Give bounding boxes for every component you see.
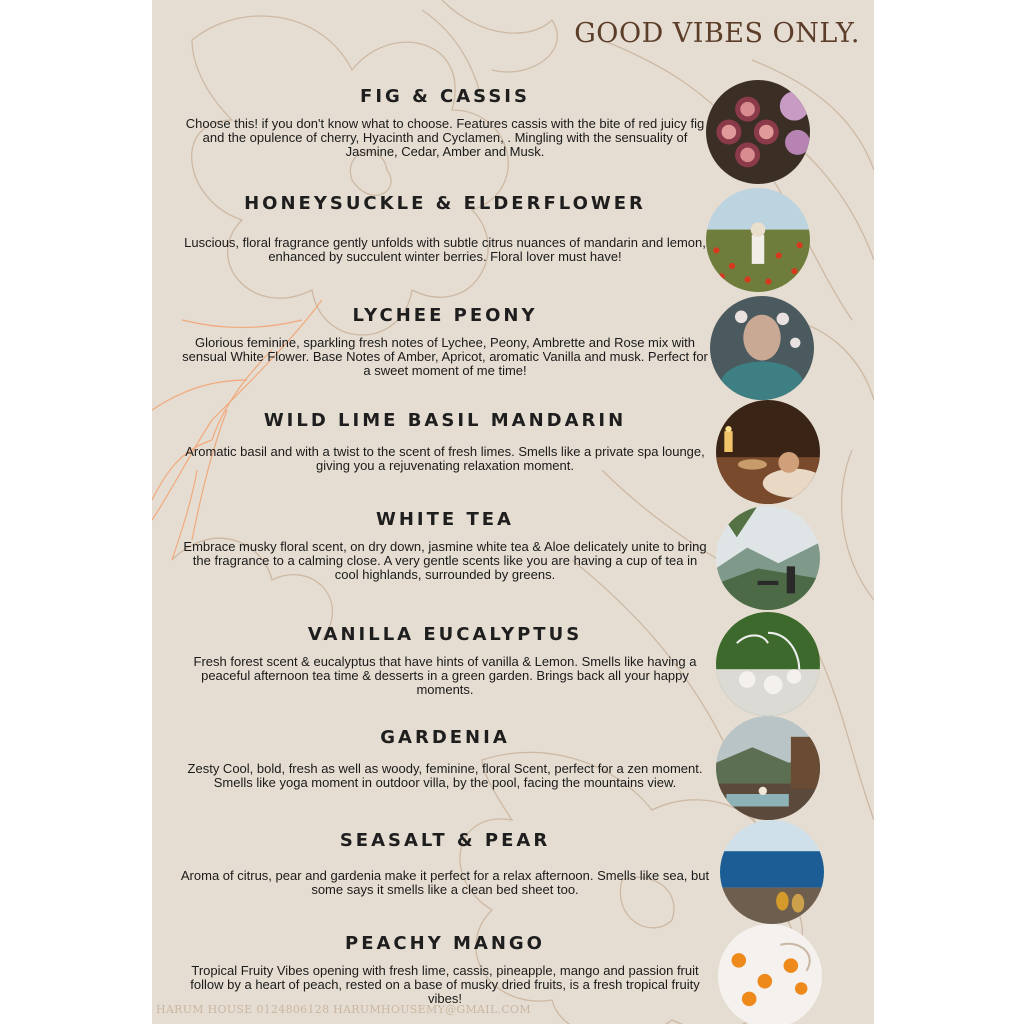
scent-description: Fresh forest scent & eucalyptus that have hints of vanilla & Lemon. Smells like having a peaceful afternoon tea time & desserts in a green garden. Brings back all your happy moments. xyxy=(193,654,697,697)
scent-title: WHITE TEA xyxy=(376,509,514,530)
scent-description: Tropical Fruity Vibes opening with fresh lime, cassis, pineapple, mango and passion fruit follow by a heart of peach, rested on a base of musky dried fruits, is a fresh tropical fruity vibes! xyxy=(190,963,700,1006)
scent-photo-poppy-field xyxy=(706,188,810,292)
scent-item-peachy-mango xyxy=(180,933,710,1006)
scent-description: Glorious feminine, sparkling fresh notes of Lychee, Peony, Ambrette and Rose mix with sensual White Flower. Base Notes of Amber, Apricot, aromatic Vanilla and musk. Perfect for a sweet moment of me time! xyxy=(182,335,708,378)
scent-description: Aromatic basil and with a twist to the scent of fresh limes. Smells like a private spa lounge, giving you a rejuvenating relaxation moment. xyxy=(185,444,705,473)
scent-photo-oranges xyxy=(718,924,822,1024)
scent-title: PEACHY MANGO xyxy=(345,933,545,954)
scent-title: LYCHEE PEONY xyxy=(352,305,538,326)
scent-title: SEASALT & PEAR xyxy=(339,830,551,851)
headline: GOOD VIBES ONLY. xyxy=(574,18,860,49)
scent-item-wild-lime-basil-mandarin xyxy=(180,410,710,473)
scent-photo-pears-sea xyxy=(720,820,824,924)
scent-item-seasalt-pear xyxy=(180,830,710,897)
scent-menu-page xyxy=(152,0,874,1024)
scent-item-vanilla-eucalyptus xyxy=(180,624,710,697)
scent-photo-garden-tea xyxy=(716,612,820,716)
contact-footer: HARUM HOUSE 0124806128 HARUMHOUSEMY@GMAIL.COM xyxy=(156,1003,531,1016)
scent-description: Choose this! if you don't know what to choose. Features cassis with the bite of red juicy fig and the opulence of cherry, Hyacinth and Cyclamen, . Mingling with the sensuality of Jasmine, Cedar, Amber and Musk. xyxy=(185,116,705,159)
scent-photo-spa xyxy=(716,400,820,504)
scent-title: VANILLA EUCALYPTUS xyxy=(307,624,583,645)
scent-description: Luscious, floral fragrance gently unfolds with subtle citrus nuances of mandarin and lemon, enhanced by succulent winter berries. Floral lover must have! xyxy=(184,235,706,264)
scent-title: FIG & CASSIS xyxy=(360,86,530,107)
scent-item-gardenia xyxy=(180,727,710,790)
scent-description: Embrace musky floral scent, on dry down, jasmine white tea & Aloe delicately unite to bring the fragrance to a calming close. A very gentle scents like you are having a cup of tea in cool highlands, surrounded by greens. xyxy=(183,539,707,582)
scent-item-white-tea xyxy=(180,509,710,582)
scent-title: GARDENIA xyxy=(380,727,510,748)
scent-item-fig-cassis xyxy=(180,86,710,159)
scent-photo-villa xyxy=(716,716,820,820)
scent-title: HONEYSUCKLE & ELDERFLOWER xyxy=(244,193,646,214)
scent-photo-woman-flowers xyxy=(710,296,814,400)
scent-photo-highlands xyxy=(716,506,820,610)
scent-description: Aroma of citrus, pear and gardenia make it perfect for a relax afternoon. Smells like sea, but some says it smells like a clean bed sheet too. xyxy=(180,868,710,897)
scent-title: WILD LIME BASIL MANDARIN xyxy=(263,410,627,431)
scent-item-honeysuckle-elderflower xyxy=(180,193,710,264)
scent-item-lychee-peony xyxy=(180,305,710,378)
scent-photo-figs xyxy=(706,80,810,184)
scent-description: Zesty Cool, bold, fresh as well as woody, feminine, floral Scent, perfect for a zen moment. Smells like yoga moment in outdoor villa, by the pool, facing the mountains view. xyxy=(187,761,703,790)
